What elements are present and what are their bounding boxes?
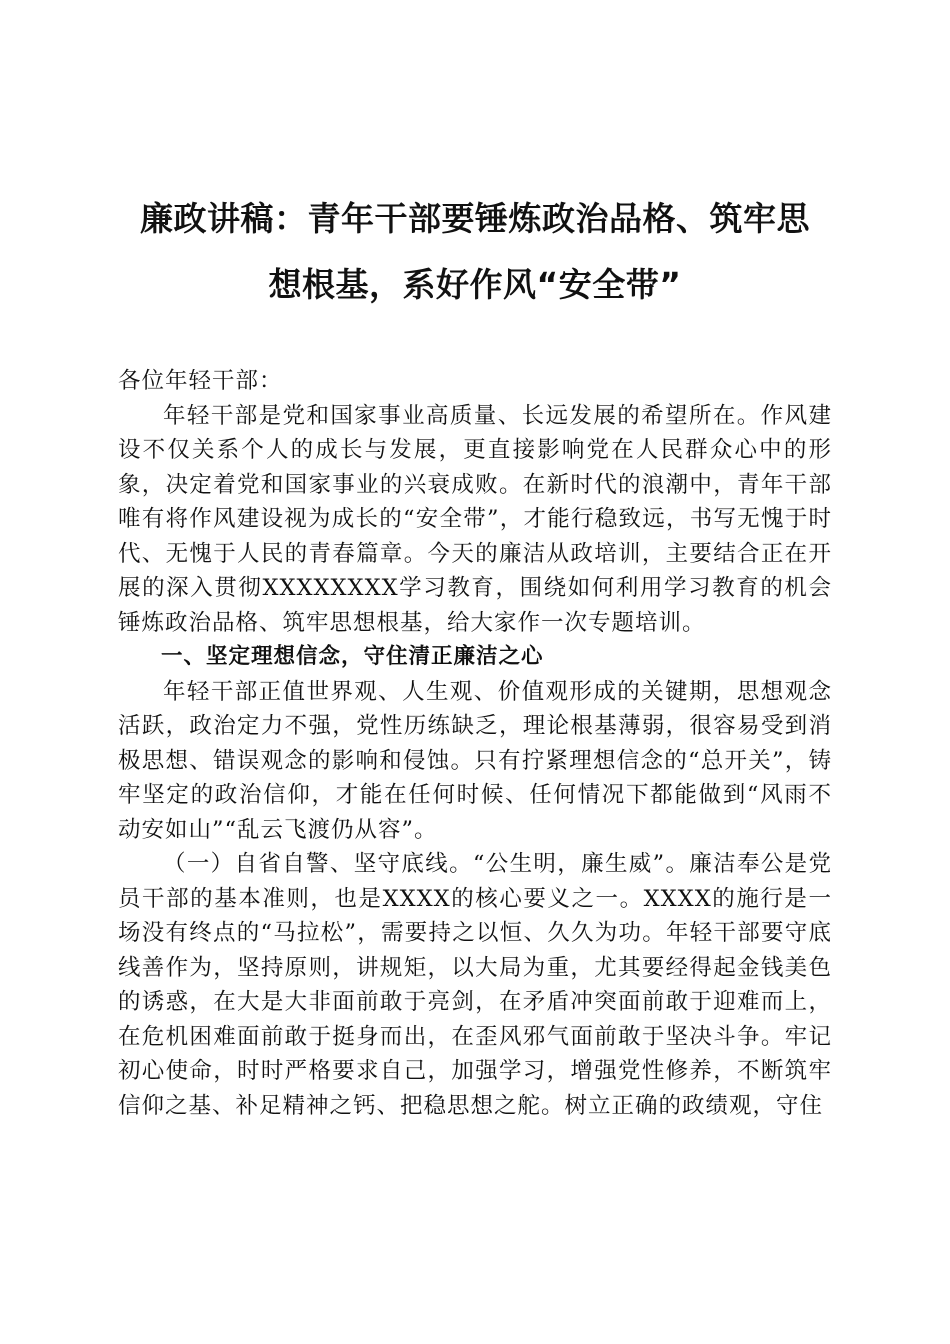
- section-1-paragraph: 年轻干部正值世界观、人生观、价值观形成的关键期，思想观念活跃，政治定力不强，党性历练缺乏，理论根基薄弱，很容易受到消极思想、错误观念的影响和侵蚀。只有拧紧理想信念的“总开关”，铸牢坚定的政治信仰，才能在任何时候、任何情况下都能做到“风雨不动安如山”“乱云飞渡仍从容”。: [118, 678, 832, 843]
- section-heading-1: 一、坚定理想信念，守住清正廉洁之心: [161, 644, 544, 669]
- subsection-1-paragraph: （一）自省自警、坚守底线。“公生明，廉生威”。廉洁奉公是党员干部的基本准则，也是XXXX的核心要义之一。XXXX的施行是一场没有终点的“马拉松”，需要持之以恒、久久为功。年轻干部要守底线善作为，坚持原则，讲规矩，以大局为重，尤其要经得起金钱美色的诱惑，在大是大非面前敢于亮剑，在矛盾冲突面前敢于迎难而上，在危机困难面前敢于挺身而出，在歪风邪气面前敢于坚决斗争。牢记初心使命，时时严格要求自己，加强学习，增强党性修养，不断筑牢信仰之基、补足精神之钙、把稳思想之舵。树立正确的政绩观，守住: [118, 851, 832, 1119]
- salutation: 各位年轻干部：: [118, 368, 283, 394]
- title-line-2: 想根基，系好作风“安全带”: [268, 265, 682, 304]
- document-title: [118, 186, 832, 318]
- intro-paragraph: 年轻干部是党和国家事业高质量、长远发展的希望所在。作风建设不仅关系个人的成长与发展，更直接影响党在人民群众心中的形象，决定着党和国家事业的兴衰成败。在新时代的浪潮中，青年干部唯有将作风建设视为成长的“安全带”，才能行稳致远，书写无愧于时代、无愧于人民的青春篇章。今天的廉洁从政培训，主要结合正在开展的深入贯彻XXXXXXXX学习教育，围绕如何利用学习教育的机会锤炼政治品格、筑牢思想根基，给大家作一次专题培训。: [118, 402, 832, 636]
- title-line-1: 廉政讲稿：青年干部要锤炼政治品格、筑牢思: [140, 199, 810, 238]
- document-body: [118, 364, 832, 1123]
